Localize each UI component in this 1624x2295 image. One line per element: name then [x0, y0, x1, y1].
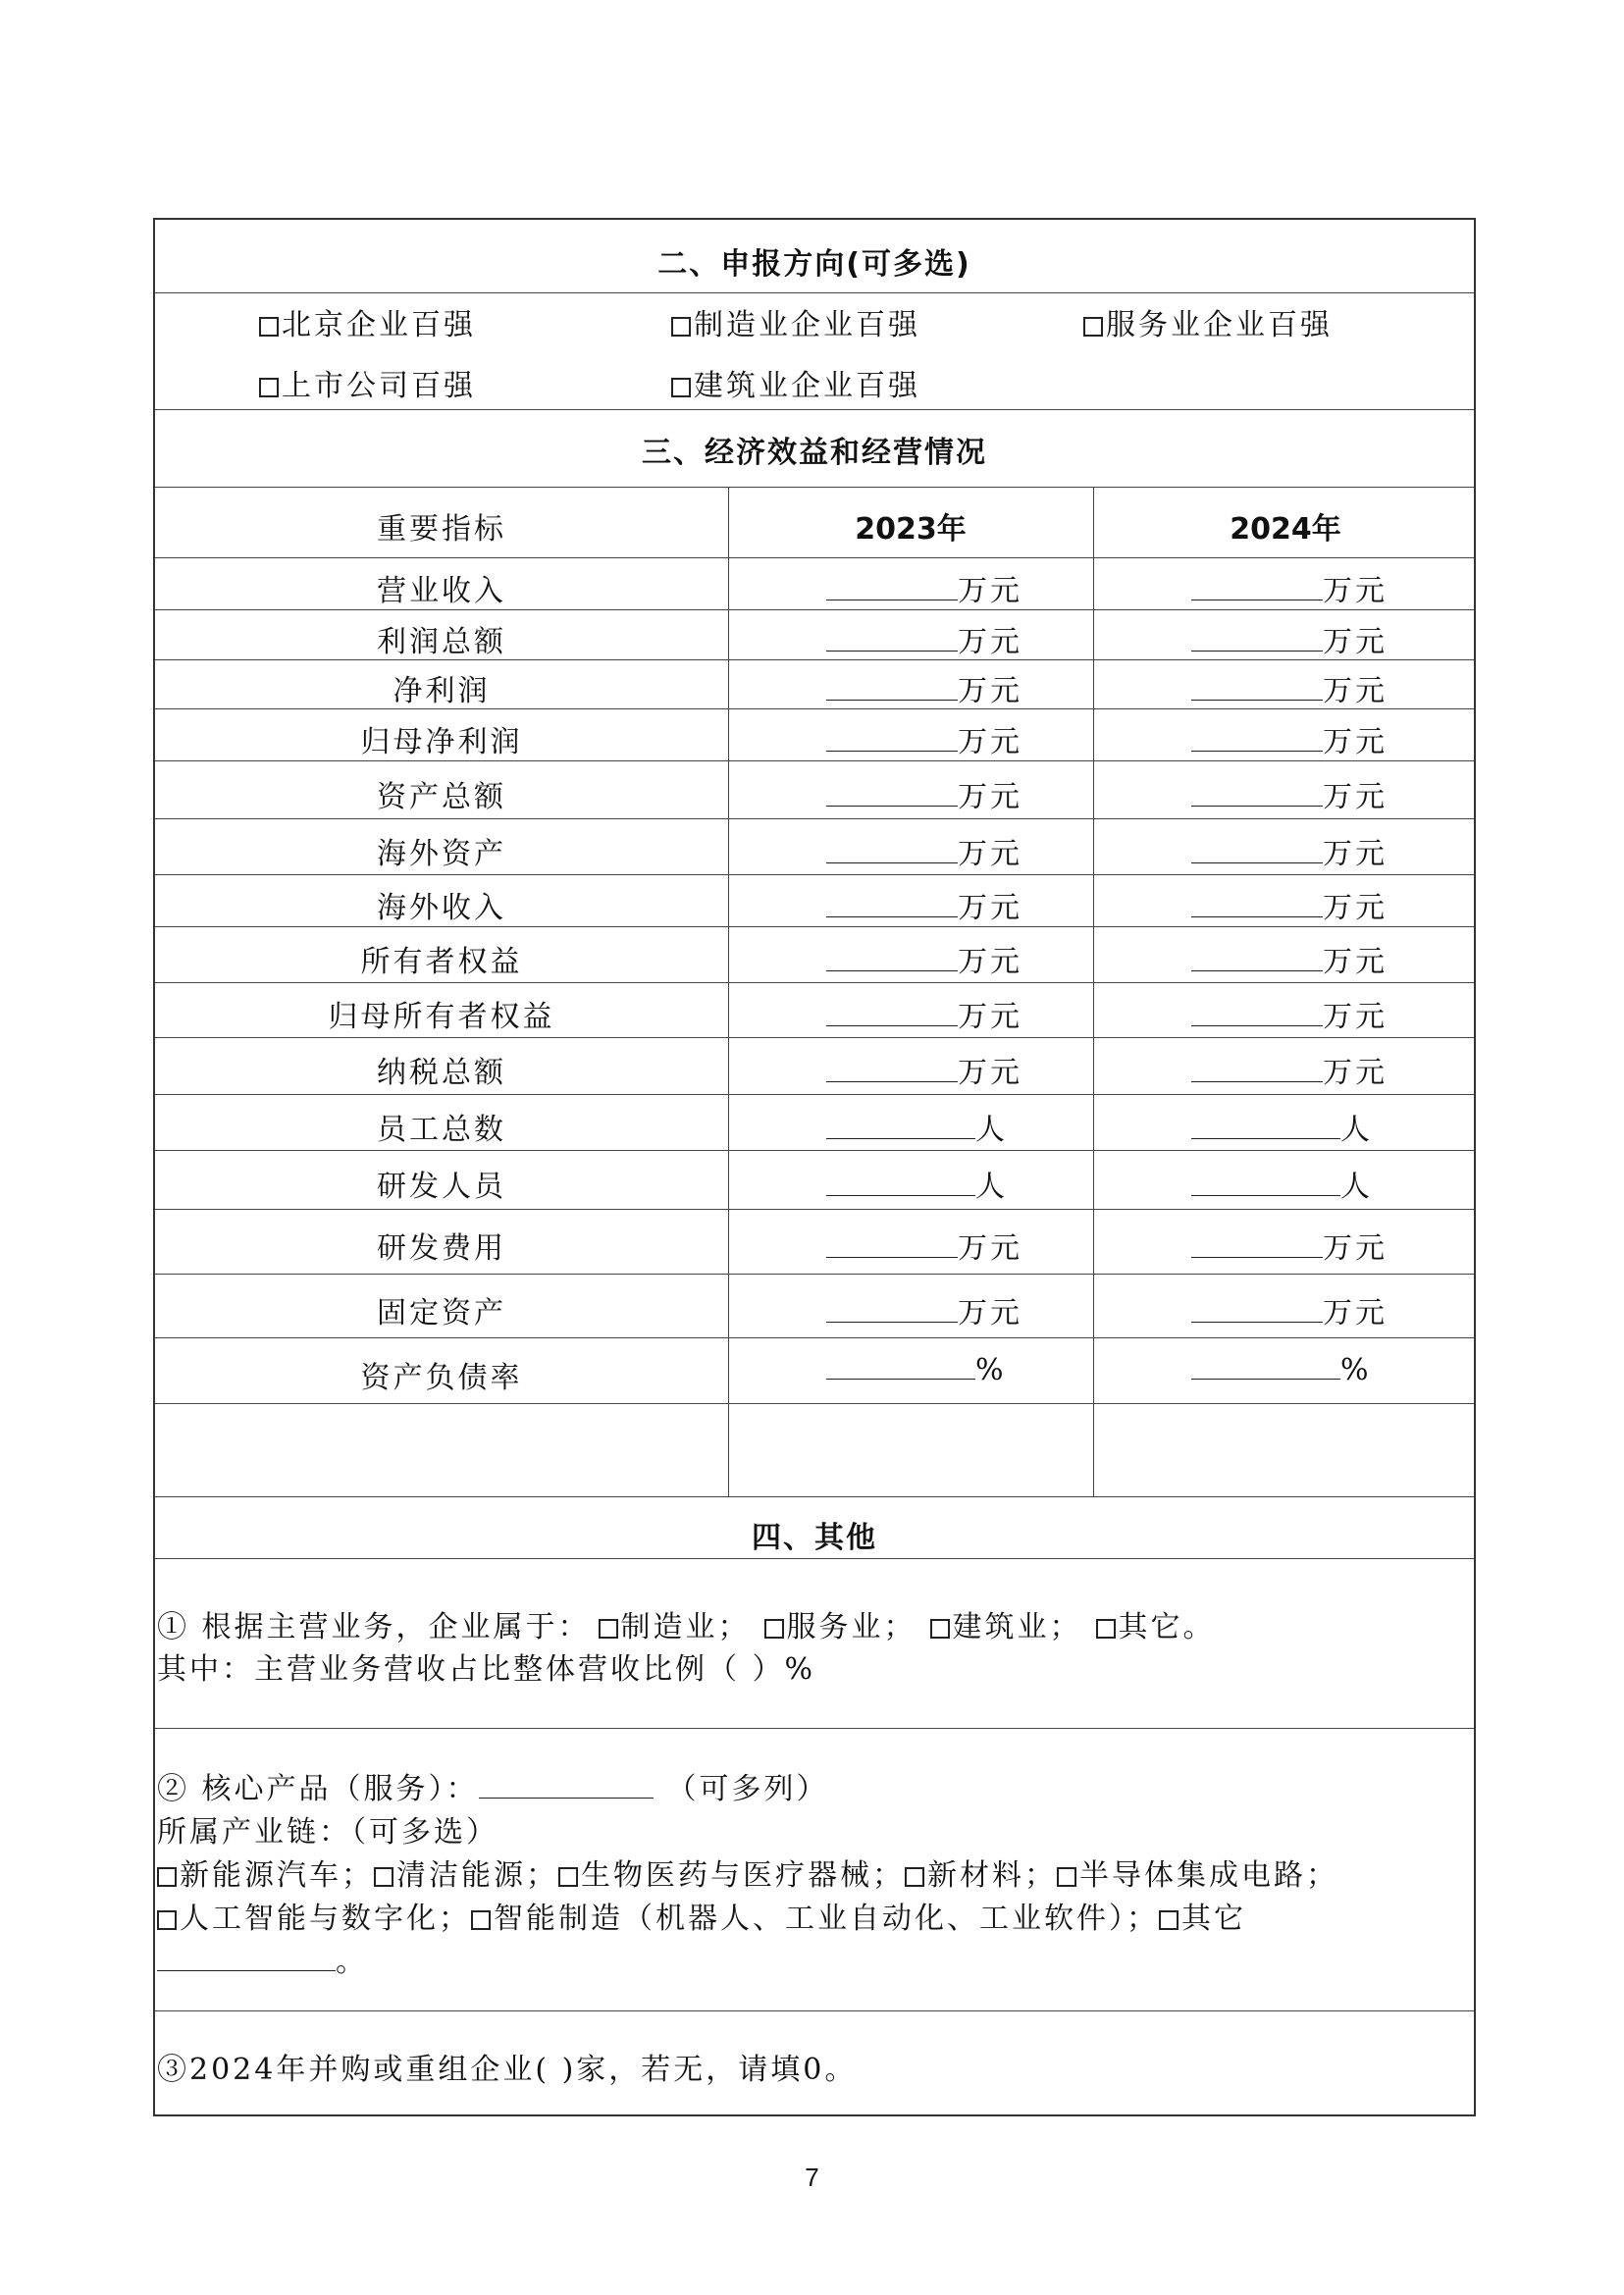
row-divider	[155, 982, 1474, 983]
divider	[155, 557, 1474, 558]
fill-blank[interactable]	[826, 1231, 958, 1258]
unit-label: 万元	[958, 1056, 1022, 1090]
value-2024-field[interactable]	[1191, 566, 1388, 609]
unit-label: 万元	[1323, 1231, 1388, 1266]
q3-merger-line[interactable]: ③2024年并购或重组企业( )家，若无，请填0。	[157, 2053, 858, 2087]
value-2023-field[interactable]	[826, 1288, 1022, 1331]
unit-label: %	[1340, 1352, 1372, 1387]
row-divider	[155, 1150, 1474, 1151]
fill-blank[interactable]	[1191, 1113, 1340, 1139]
checkbox-icon[interactable]	[599, 1619, 618, 1639]
divider	[155, 2010, 1474, 2011]
section2-title: 二、申报方向(可多选)	[657, 247, 971, 282]
value-2024-field[interactable]	[1191, 1224, 1388, 1267]
value-2023-field[interactable]	[826, 829, 1022, 872]
fill-blank[interactable]	[826, 1056, 958, 1082]
value-2024-field[interactable]	[1191, 937, 1388, 980]
checkbox-icon[interactable]	[671, 378, 691, 397]
unit-label: 万元	[958, 944, 1022, 979]
unit-label: 万元	[1323, 779, 1388, 814]
checkbox-icon[interactable]	[764, 1619, 784, 1639]
fill-blank[interactable]	[826, 625, 958, 652]
unit-label: 万元	[958, 1231, 1022, 1266]
unit-label: 万元	[958, 1000, 1022, 1034]
unit-label: 万元	[958, 779, 1022, 814]
value-2024-field[interactable]	[1191, 1353, 1372, 1387]
unit-label: 人	[975, 1170, 1008, 1204]
q1-revenue-share-line[interactable]: 其中：主营业务营收占比整体营收比例（ ）%	[157, 1652, 816, 1687]
value-2024-field[interactable]	[1191, 883, 1388, 926]
divider	[155, 1496, 1474, 1497]
checkbox-icon[interactable]	[671, 317, 691, 337]
fill-blank[interactable]	[1191, 725, 1323, 752]
indicator-label: 归母所有者权益	[328, 1000, 555, 1034]
option-manufacturing[interactable]: 制造业；	[599, 1610, 751, 1644]
fill-blank[interactable]	[1191, 574, 1323, 600]
divider	[155, 1558, 1474, 1559]
row-divider	[155, 818, 1474, 819]
option-chain-other[interactable]: 其它	[1159, 1902, 1246, 1936]
q2-industry-chain-label: 所属产业链：（可多选）	[157, 1815, 498, 1850]
value-2024-field[interactable]	[1191, 1288, 1388, 1331]
unit-label: 万元	[958, 724, 1022, 759]
fill-blank[interactable]	[826, 945, 958, 971]
value-2023-field[interactable]	[826, 937, 1022, 980]
unit-label: 万元	[1323, 624, 1388, 659]
unit-label: 万元	[1323, 724, 1388, 759]
checkbox-icon[interactable]	[374, 1867, 393, 1887]
row-divider	[155, 1037, 1474, 1038]
value-2024-field[interactable]	[1191, 1105, 1373, 1148]
option-semiconductor[interactable]: 半导体集成电路；	[1057, 1858, 1338, 1893]
option-biomedicine[interactable]: 生物医药与医疗器械；	[558, 1858, 905, 1893]
checkbox-icon[interactable]	[259, 317, 279, 337]
option-manufacturing-top100[interactable]: 制造业企业百强	[671, 300, 920, 343]
unit-label: 万元	[1323, 944, 1388, 979]
value-2024-field[interactable]	[1191, 617, 1388, 660]
option-smart-manufacturing[interactable]: 智能制造（机器人、工业自动化、工业软件）；	[471, 1902, 1159, 1936]
fill-blank[interactable]	[1191, 1231, 1323, 1258]
fill-blank[interactable]	[1191, 780, 1323, 807]
value-2023-field[interactable]	[826, 992, 1022, 1035]
unit-label: 万元	[1323, 573, 1388, 608]
q1-business-type-line: ① 根据主营业务，企业属于： 制造业； 服务业； 建筑业； 其它。	[157, 1610, 1216, 1644]
column-divider	[728, 487, 729, 1496]
unit-label: 万元	[1323, 890, 1388, 925]
checkbox-icon[interactable]	[1096, 1619, 1116, 1639]
q2-core-product-line: ② 核心产品（服务）： （可多列）	[157, 1772, 829, 1806]
value-2023-field[interactable]	[826, 1105, 1008, 1148]
option-clean-energy[interactable]: 清洁能源；	[374, 1858, 558, 1893]
unit-label: 万元	[958, 624, 1022, 659]
unit-label: 人	[975, 1112, 1008, 1147]
unit-label: 万元	[1323, 1056, 1388, 1090]
column-divider	[1093, 487, 1094, 1496]
unit-label: 万元	[958, 1295, 1022, 1330]
option-other[interactable]: 其它。	[1096, 1610, 1216, 1644]
indicator-label: 利润总额	[377, 624, 506, 659]
unit-label: 人	[1340, 1170, 1373, 1204]
value-2023-field[interactable]	[826, 617, 1022, 660]
indicator-label: 纳税总额	[377, 1056, 506, 1090]
unit-label: %	[975, 1352, 1007, 1387]
row-divider	[155, 874, 1474, 875]
unit-label: 万元	[1323, 674, 1388, 708]
row-divider	[155, 1337, 1474, 1338]
divider	[155, 409, 1474, 410]
fill-blank[interactable]	[826, 725, 958, 752]
header-year-2024: 2024年	[1230, 512, 1341, 547]
unit-label: 万元	[958, 836, 1022, 871]
indicator-label: 研发人员	[377, 1170, 506, 1204]
fill-blank[interactable]	[826, 891, 958, 917]
unit-label: 万元	[1323, 1295, 1388, 1330]
fill-blank[interactable]	[826, 1296, 958, 1323]
fill-blank[interactable]	[1191, 674, 1323, 701]
q2-other-fill-line: 。	[157, 1937, 368, 1980]
indicator-label: 固定资产	[377, 1295, 506, 1330]
option-construction-top100[interactable]: 建筑业企业百强	[671, 361, 920, 404]
fill-blank[interactable]	[1191, 1296, 1323, 1323]
unit-label: 万元	[958, 573, 1022, 608]
option-ai-digitalization[interactable]: 人工智能与数字化；	[157, 1902, 471, 1936]
value-2024-field[interactable]	[1191, 717, 1388, 760]
header-indicator: 重要指标	[377, 512, 506, 547]
header-year-2023: 2023年	[855, 512, 967, 547]
core-product-blank[interactable]	[479, 1772, 654, 1799]
row-divider	[155, 609, 1474, 610]
fill-blank[interactable]	[1191, 625, 1323, 652]
indicator-label: 海外收入	[377, 890, 506, 925]
page-number: 7	[805, 2163, 819, 2192]
value-2023-field[interactable]	[826, 717, 1022, 760]
value-2023-field[interactable]	[826, 1162, 1008, 1205]
row-divider	[155, 760, 1474, 761]
fill-blank[interactable]	[826, 780, 958, 807]
unit-label: 万元	[1323, 836, 1388, 871]
fill-blank[interactable]	[826, 1000, 958, 1026]
value-2024-field[interactable]	[1191, 829, 1388, 872]
value-2024-field[interactable]	[1191, 1162, 1373, 1205]
option-new-materials[interactable]: 新材料；	[905, 1858, 1057, 1893]
checkbox-icon[interactable]	[471, 1910, 491, 1930]
value-2023-field[interactable]	[826, 883, 1022, 926]
option-service-top100[interactable]: 服务业企业百强	[1083, 300, 1333, 343]
divider	[155, 1728, 1474, 1729]
value-2023-field[interactable]	[826, 566, 1022, 609]
row-divider	[155, 1403, 1474, 1404]
checkbox-icon[interactable]	[1159, 1910, 1179, 1930]
value-2023-field[interactable]	[826, 772, 1022, 815]
indicator-label: 营业收入	[377, 573, 506, 608]
value-2024-field[interactable]	[1191, 992, 1388, 1035]
indicator-label: 海外资产	[377, 836, 506, 871]
checkbox-icon[interactable]	[259, 378, 279, 397]
value-2024-field[interactable]	[1191, 1048, 1388, 1091]
unit-label: 万元	[1323, 1000, 1388, 1034]
checkbox-icon[interactable]	[157, 1910, 177, 1930]
fill-blank[interactable]	[1191, 837, 1323, 863]
row-divider	[155, 1274, 1474, 1275]
checkbox-icon[interactable]	[1057, 1867, 1076, 1887]
fill-blank[interactable]	[826, 674, 958, 701]
indicator-label: 归母净利润	[360, 724, 523, 759]
option-service[interactable]: 服务业；	[764, 1610, 917, 1644]
unit-label: 万元	[958, 890, 1022, 925]
indicator-label: 研发费用	[377, 1231, 506, 1266]
divider	[155, 292, 1474, 293]
option-construction[interactable]: 建筑业；	[930, 1610, 1082, 1644]
indicator-label: 资产负债率	[360, 1360, 523, 1395]
unit-label: 人	[1340, 1112, 1373, 1147]
fill-blank[interactable]	[826, 837, 958, 863]
value-2024-field[interactable]	[1191, 772, 1388, 815]
value-2024-field[interactable]	[1191, 666, 1388, 709]
fill-blank[interactable]	[826, 1113, 975, 1139]
indicator-label: 所有者权益	[360, 944, 523, 979]
fill-blank[interactable]	[1191, 1170, 1340, 1196]
value-2023-field[interactable]	[826, 666, 1022, 709]
other-chain-blank[interactable]	[157, 1945, 336, 1971]
value-2023-field[interactable]	[826, 1224, 1022, 1267]
checkbox-icon[interactable]	[558, 1867, 578, 1887]
fill-blank[interactable]	[1191, 1353, 1340, 1380]
value-2023-field[interactable]	[826, 1048, 1022, 1091]
checkbox-icon[interactable]	[1083, 317, 1103, 337]
fill-blank[interactable]	[1191, 891, 1323, 917]
fill-blank[interactable]	[1191, 945, 1323, 971]
value-2023-field[interactable]	[826, 1353, 1007, 1387]
row-divider	[155, 708, 1474, 709]
section4-title: 四、其他	[752, 1521, 877, 1555]
checkbox-icon[interactable]	[930, 1619, 950, 1639]
indicator-label: 员工总数	[377, 1112, 506, 1147]
application-form-table	[153, 218, 1476, 2116]
section3-title: 三、经济效益和经营情况	[642, 436, 987, 470]
row-divider	[155, 926, 1474, 927]
indicator-label: 资产总额	[377, 779, 506, 814]
q2-industry-chain-options-row2	[157, 1894, 1246, 1937]
option-listed-company-top100[interactable]: 上市公司百强	[259, 361, 476, 404]
fill-blank[interactable]	[1191, 1056, 1323, 1082]
fill-blank[interactable]	[1191, 1000, 1323, 1026]
unit-label: 万元	[958, 674, 1022, 708]
divider	[155, 487, 1474, 488]
q2-industry-chain-options-row1	[157, 1851, 1338, 1894]
checkbox-icon[interactable]	[157, 1867, 177, 1887]
fill-blank[interactable]	[826, 1353, 975, 1380]
row-divider	[155, 659, 1474, 660]
row-divider	[155, 1094, 1474, 1095]
fill-blank[interactable]	[826, 574, 958, 600]
row-divider	[155, 1209, 1474, 1210]
checkbox-icon[interactable]	[905, 1867, 924, 1887]
option-beijing-top100[interactable]: 北京企业百强	[259, 300, 476, 343]
indicator-label: 净利润	[393, 674, 491, 708]
option-new-energy-vehicle[interactable]: 新能源汽车；	[157, 1858, 374, 1893]
fill-blank[interactable]	[826, 1170, 975, 1196]
